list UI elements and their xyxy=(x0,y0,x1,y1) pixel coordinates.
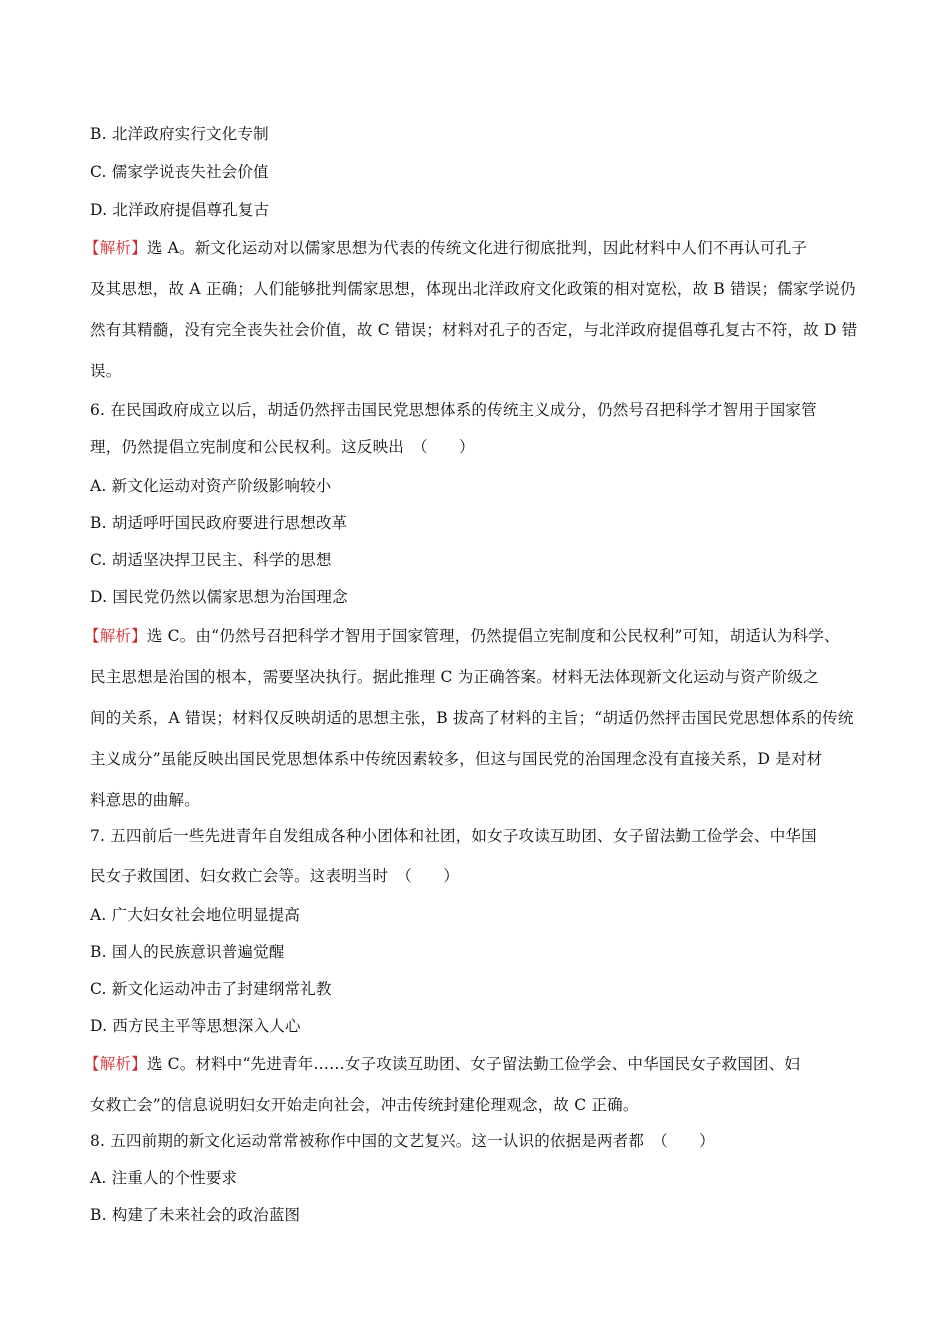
q7-analysis-line-2: 女救亡会”的信息说明妇女开始走向社会，冲击传统封建伦理观念，故 C 正确。 xyxy=(90,1096,639,1114)
q7-stem-line-1: 7. 五四前后一些先进青年自发组成各种小团体和社团，如女子攻读互助团、女子留法勤工俭学会、中华国 xyxy=(90,827,817,845)
q7-stem-line-2: 民女子救国团、妇女救亡会等。这表明当时 （ ） xyxy=(90,867,460,885)
q6-stem-line-1: 6. 在民国政府成立以后，胡适仍然抨击国民党思想体系的传统主义成分，仍然号召把科学才智用于国家管 xyxy=(90,401,817,419)
q7-option-d: D. 西方民主平等思想深入人心 xyxy=(90,1017,301,1035)
q5-option-c: C. 儒家学说丧失社会价值 xyxy=(90,163,269,181)
q6-option-b: B. 胡适呼吁国民政府要进行思想改革 xyxy=(90,514,348,532)
q6-analysis-line-1 xyxy=(84,626,840,646)
q6-stem-line-2: 理，仍然提倡立宪制度和公民权利。这反映出 （ ） xyxy=(90,438,475,456)
q7-option-b: B. 国人的民族意识普遍觉醒 xyxy=(90,943,285,961)
q6-analysis-line-2: 民主思想是治国的根本，需要坚决执行。据此推理 C 为正确答案。材料无法体现新文化运动与资产阶级之 xyxy=(90,668,819,686)
q6-analysis-line-4: 主义成分”虽能反映出国民党思想体系中传统因素较多，但这与国民党的治国理念没有直接关系，D 是对材 xyxy=(90,750,823,768)
q6-option-d: D. 国民党仍然以儒家思想为治国理念 xyxy=(90,588,348,606)
q5-analysis-line-4: 误。 xyxy=(90,362,122,380)
q5-option-d: D. 北洋政府提倡尊孔复古 xyxy=(90,201,270,219)
analysis-text: 选 C。材料中“先进青年……女子攻读互助团、女子留法勤工俭学会、中华国民女子救国团、妇 xyxy=(146,1055,801,1073)
analysis-tag: 【解析】 xyxy=(84,627,147,645)
q5-analysis-line-2: 及其思想，故 A 正确；人们能够批判儒家思想，体现出北洋政府文化政策的相对宽松，故 B 错误；儒家学说仍 xyxy=(90,280,856,298)
q6-option-c: C. 胡适坚决捍卫民主、科学的思想 xyxy=(90,551,332,569)
q5-analysis-line-1 xyxy=(84,238,807,258)
q7-option-c: C. 新文化运动冲击了封建纲常礼教 xyxy=(90,980,332,998)
q8-option-a: A. 注重人的个性要求 xyxy=(90,1169,238,1187)
q7-option-a: A. 广大妇女社会地位明显提高 xyxy=(90,906,301,924)
analysis-text: 选 A。新文化运动对以儒家思想为代表的传统文化进行彻底批判，因此材料中人们不再认可孔子 xyxy=(146,239,808,257)
q7-analysis-line-1 xyxy=(84,1054,800,1074)
q5-analysis-line-3: 然有其精髓，没有完全丧失社会价值，故 C 错误；材料对孔子的否定，与北洋政府提倡尊孔复古不符，故 D 错 xyxy=(90,321,858,339)
analysis-tag: 【解析】 xyxy=(84,239,147,257)
q5-option-b: B. 北洋政府实行文化专制 xyxy=(90,125,269,143)
q8-option-b: B. 构建了未来社会的政治蓝图 xyxy=(90,1206,301,1224)
analysis-text: 选 C。由“仍然号召把科学才智用于国家管理，仍然提倡立宪制度和公民权利”可知，胡适认为科学、 xyxy=(146,627,840,645)
q6-analysis-line-3: 间的关系，A 错误；材料仅反映胡适的思想主张，B 拔高了材料的主旨；“胡适仍然抨击国民党思想体系的传统 xyxy=(90,709,854,727)
q6-analysis-line-5: 料意思的曲解。 xyxy=(90,791,200,809)
q6-option-a: A. 新文化运动对资产阶级影响较小 xyxy=(90,477,332,495)
analysis-tag: 【解析】 xyxy=(84,1055,147,1073)
q8-stem-line-1: 8. 五四前期的新文化运动常常被称作中国的文艺复兴。这一认识的依据是两者都 （ ） xyxy=(90,1132,715,1150)
